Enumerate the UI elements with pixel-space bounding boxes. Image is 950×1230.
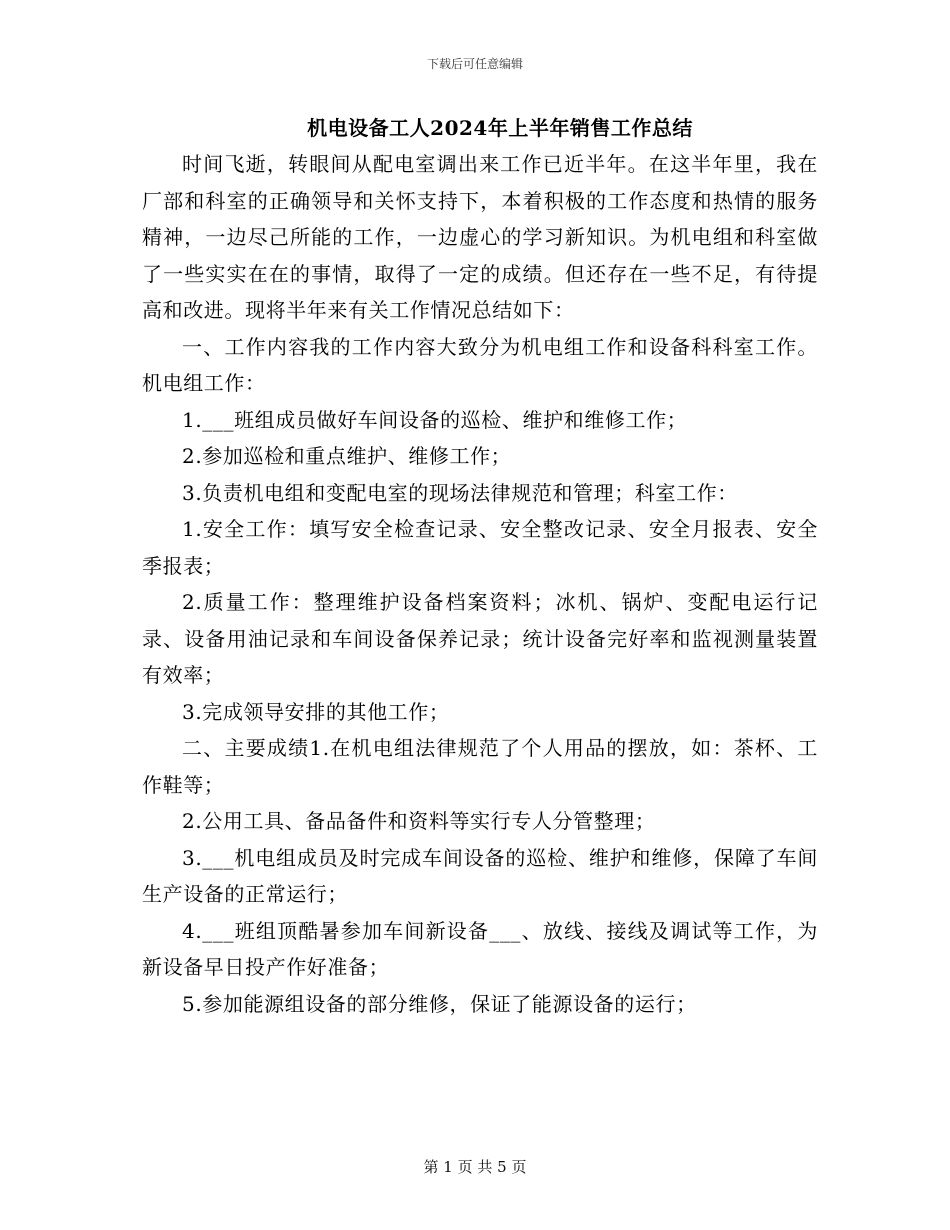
page-footer: 第 1 页 共 5 页 — [423, 1158, 527, 1176]
paragraph: 2.质量工作：整理维护设备档案资料；冰机、锅炉、变配电运行记录、设备用油记录和车间设备保养记录；统计设备完好率和监视测量装置有效率； — [142, 590, 818, 687]
header-note: 下载后可任意编辑 — [426, 57, 523, 71]
paragraph: 2.参加巡检和重点维护、维修工作； — [182, 444, 512, 468]
paragraph: 一、工作内容我的工作内容大致分为机电组工作和设备科科室工作。机电组工作： — [142, 334, 818, 395]
paragraph: 时间飞逝，转眼间从配电室调出来工作已近半年。在这半年里，我在厂部和科室的正确领导和关怀支持下，本着积极的工作态度和热情的服务精神，一边尽己所能的工作，一边虚心的学习新知识。为机电组和科室做了一些实实在在的事情，取得了一定的成绩。但还存在一些不足，有待提高和改进。现将半年来有关工作情况总结如下： — [142, 152, 818, 322]
paragraph: 5.参加能源组设备的部分维修，保证了能源设备的运行； — [182, 991, 697, 1016]
paragraph: 2.公用工具、备品备件和资料等实行专人分管整理； — [182, 809, 656, 833]
paragraph: 3.___机电组成员及时完成车间设备的巡检、维护和维修，保障了车间生产设备的正常运行； — [142, 845, 818, 906]
paragraph: 3.完成领导安排的其他工作； — [182, 699, 450, 724]
paragraph: 4.___班组顶酷暑参加车间新设备___、放线、接线及调试等工作，为新设备早日投产作好准备； — [142, 918, 818, 979]
paragraph: 1.安全工作：填写安全检查记录、安全整改记录、安全月报表、安全季报表； — [142, 517, 818, 578]
paragraph: 二、主要成绩1.在机电组法律规范了个人用品的摆放，如：茶杯、工作鞋等； — [142, 736, 818, 797]
paragraph: 1.___班组成员做好车间设备的巡检、维护和维修工作； — [182, 407, 688, 432]
document-title: 机电设备工人2024年上半年销售工作总结 — [307, 116, 693, 140]
document-body — [142, 146, 818, 1022]
paragraph: 3.负责机电组和变配电室的现场法律规范和管理；科室工作： — [182, 480, 738, 505]
